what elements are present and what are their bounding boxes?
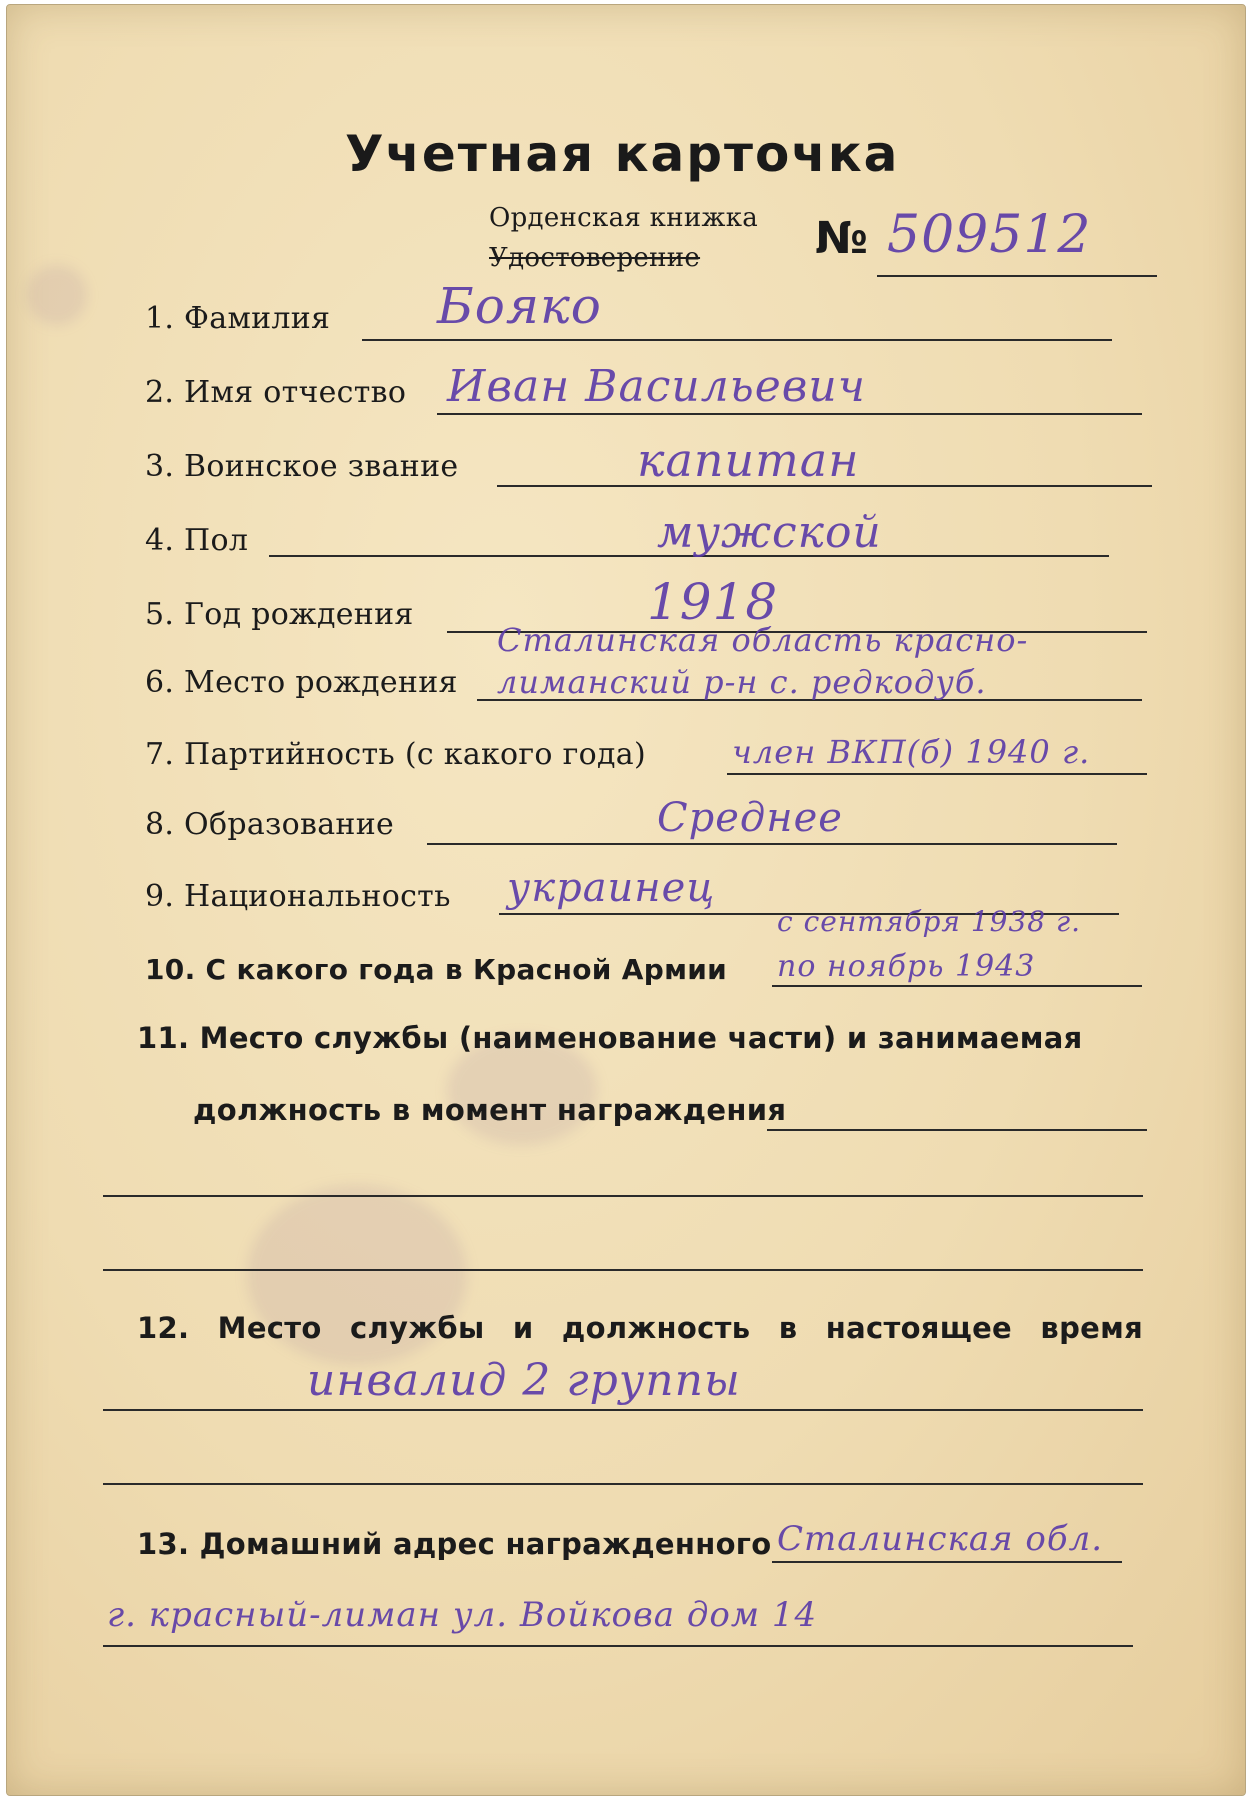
- record-card: [6, 4, 1246, 1796]
- field-9-value: украинец: [507, 865, 716, 911]
- number-line: [877, 275, 1157, 277]
- field-11-label2: должность в момент награждения: [193, 1093, 787, 1127]
- field-13-line2: [103, 1645, 1133, 1647]
- field-8-value: Среднее: [657, 795, 843, 841]
- book-label: Орденская книжка: [489, 203, 759, 233]
- field-12-label: 12. Место службы и должность в настоящее время: [137, 1311, 1144, 1345]
- field-9-label: 9. Национальность: [145, 879, 451, 914]
- card-title: Учетная карточка: [345, 125, 900, 183]
- field-2-label: 2. Имя отчество: [145, 375, 407, 410]
- field-13-value2: г. красный-лиман ул. Войкова дом 14: [107, 1595, 818, 1635]
- field-7-label: 7. Партийность (с какого года): [145, 737, 646, 772]
- field-12-line2: [103, 1483, 1143, 1485]
- field-10-value: с сентября 1938 г.: [777, 905, 1082, 938]
- field-12-value: инвалид 2 группы: [307, 1355, 741, 1406]
- field-13-line: [772, 1561, 1122, 1563]
- ink-stain: [27, 265, 87, 325]
- field-10-line: [772, 985, 1142, 987]
- number-sign: №: [815, 213, 868, 264]
- field-11-line: [767, 1129, 1147, 1131]
- field-2-line: [437, 413, 1142, 415]
- field-3-label: 3. Воинское звание: [145, 449, 459, 484]
- field-11-label: 11. Место службы (наименование части) и занимаемая: [137, 1021, 1083, 1055]
- field-1-value: Бояко: [437, 277, 602, 335]
- certificate-label: Удостоверение: [489, 243, 701, 273]
- field-13-label: 13. Домашний адрес награжденного: [137, 1527, 772, 1561]
- field-10-value2: по ноябрь 1943: [777, 949, 1036, 984]
- field-3-value: капитан: [637, 433, 860, 487]
- field-2-value: Иван Васильевич: [447, 361, 867, 412]
- field-4-value: мужской: [657, 507, 882, 558]
- field-6-label: 6. Место рождения: [145, 665, 458, 700]
- field-13-value: Сталинская обл.: [777, 1519, 1104, 1559]
- field-6-value2: лиманский р-н с. редкодуб.: [497, 663, 987, 701]
- field-1-line: [362, 339, 1112, 341]
- field-5-label: 5. Год рождения: [145, 597, 414, 632]
- field-11-line3: [103, 1269, 1143, 1271]
- field-1-label: 1. Фамилия: [145, 301, 331, 336]
- field-8-line: [427, 843, 1117, 845]
- field-12-line: [103, 1409, 1143, 1411]
- field-6-value: Сталинская область красно-: [497, 621, 1029, 659]
- field-11-line2: [103, 1195, 1143, 1197]
- field-7-value: член ВКП(б) 1940 г.: [732, 733, 1091, 771]
- card-number: 509512: [887, 205, 1092, 265]
- field-4-label: 4. Пол: [145, 523, 249, 558]
- field-7-line: [727, 773, 1147, 775]
- field-10-label: 10. С какого года в Красной Армии: [145, 953, 728, 986]
- field-5-value: 1918: [647, 573, 779, 631]
- field-8-label: 8. Образование: [145, 807, 395, 842]
